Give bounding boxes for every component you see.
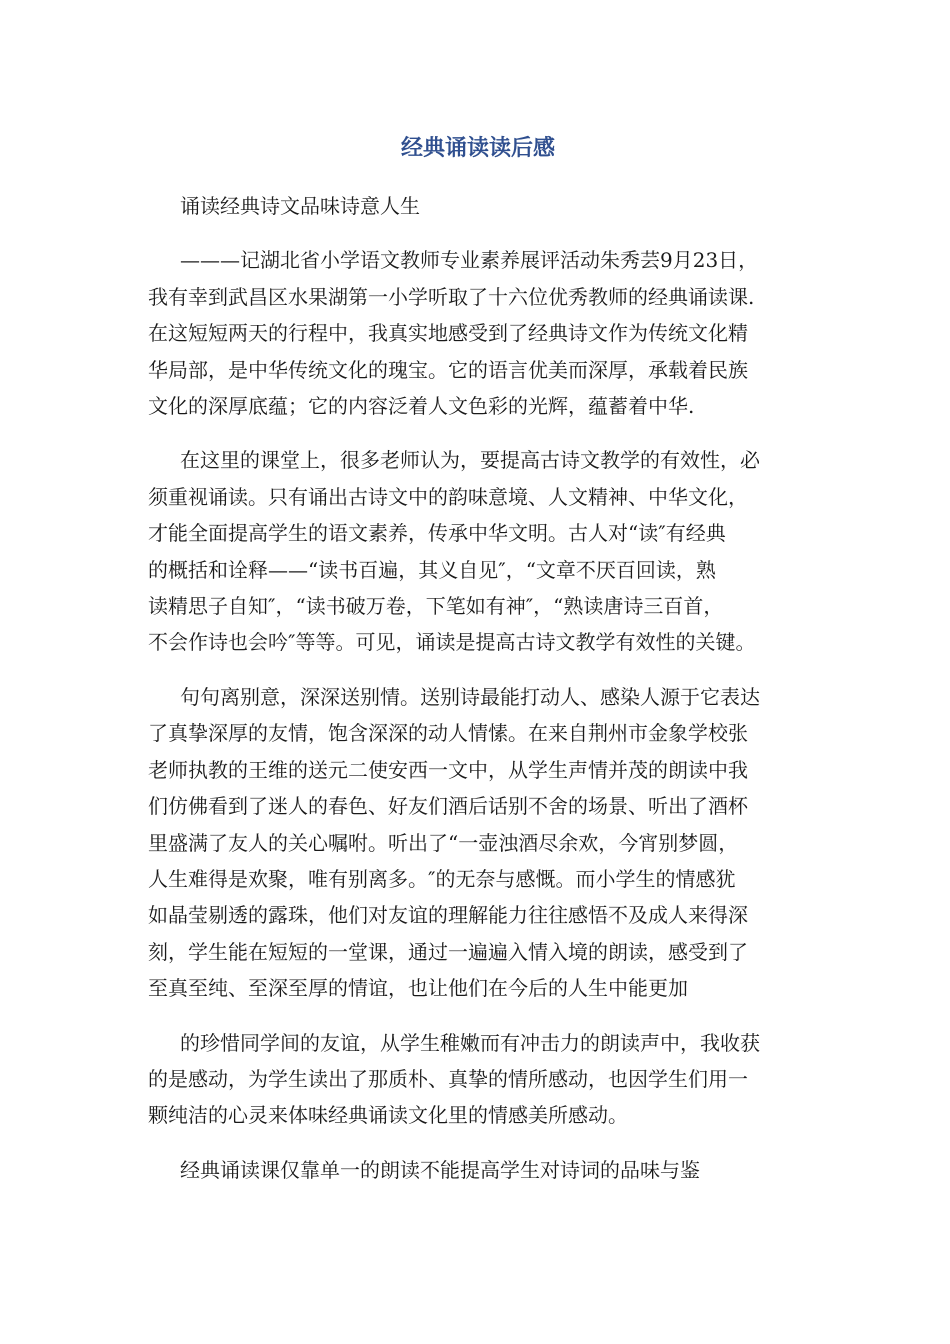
text-line: 的概括和诠释——“读书百遍，其义自见″，“文章不厌百回读，熟	[148, 557, 716, 582]
text-line: 里盛满了友人的关心嘱咐。听出了“一壶浊酒尽余欢，今宵别梦圆，	[148, 830, 739, 855]
text-line: 诵读经典诗文品味诗意人生	[180, 194, 420, 218]
paragraph-intro	[148, 242, 802, 424]
text-line: 经典诵读课仅靠单一的朗读不能提高学生对诗词的品味与鉴	[180, 1157, 700, 1182]
paragraph-farewell	[148, 679, 802, 1007]
text-line: 们仿佛看到了迷人的春色、好友们酒后话别不舍的场景、听出了酒杯	[148, 794, 748, 819]
text-line: 刻，学生能在短短的一堂课，通过一遍遍入情入境的朗读，感受到了	[148, 939, 748, 964]
text-line: 不会作诗也会吟″等等。可见，诵读是提高古诗文教学有效性的关键。	[148, 630, 756, 655]
text-line: 的是感动，为学生读出了那质朴、真挚的情所感动，也因学生们用一	[148, 1066, 748, 1091]
paragraph-appreciation	[148, 1152, 802, 1188]
text-line: 我有幸到武昌区水果湖第一小学听取了十六位优秀教师的经典诵读课.	[148, 284, 755, 309]
text-line: 人生难得是欢聚，唯有别离多。″的无奈与感慨。而小学生的情感犹	[148, 866, 736, 891]
text-line: 的珍惜同学间的友谊，从学生稚嫩而有冲击力的朗读声中，我收获	[180, 1030, 760, 1055]
text-line: 须重视诵读。只有诵出古诗文中的韵味意境、人文精神、中华文化，	[148, 484, 748, 509]
text-line: 华局部，是中华传统文化的瑰宝。它的语言优美而深厚，承载着民族	[148, 357, 748, 382]
text-line: 文化的深厚底蕴；它的内容泛着人文色彩的光辉，蕴蓄着中华.	[148, 394, 695, 419]
text-line: 如晶莹剔透的露珠，他们对友谊的理解能力往往感悟不及成人来得深	[148, 903, 748, 928]
text-line: 句句离别意，深深送别情。送别诗最能打动人、感染人源于它表达	[180, 684, 760, 709]
text-line: 在这短短两天的行程中，我真实地感受到了经典诗文作为传统文化精	[148, 321, 748, 346]
text-line: 在这里的课堂上，很多老师认为，要提高古诗文教学的有效性，必	[180, 448, 760, 473]
paragraph-friendship	[148, 1025, 802, 1134]
text-line: 颗纯洁的心灵来体味经典诵读文化里的情感美所感动。	[148, 1103, 628, 1128]
text-line: 了真挚深厚的友情，饱含深深的动人情愫。在来自荆州市金象学校张	[148, 721, 748, 746]
paragraph-subtitle	[148, 188, 802, 224]
text-line: 读精思子自知″，“读书破万卷，下笔如有神″，“熟读唐诗三百首，	[148, 594, 724, 619]
text-line: 老师执教的王维的送元二使安西一文中，从学生声情并茂的朗读中我	[148, 757, 748, 782]
text-line: ———记湖北省小学语文教师专业素养展评活动朱秀芸9月23日，	[180, 248, 759, 273]
text-line: 才能全面提高学生的语文素养，传承中华文明。古人对“读″有经典	[148, 521, 726, 546]
text-line: 至真至纯、至深至厚的情谊，也让他们在今后的人生中能更加	[148, 976, 688, 1001]
document-title: 经典诵读读后感	[400, 136, 555, 161]
paragraph-recitation	[148, 442, 802, 660]
